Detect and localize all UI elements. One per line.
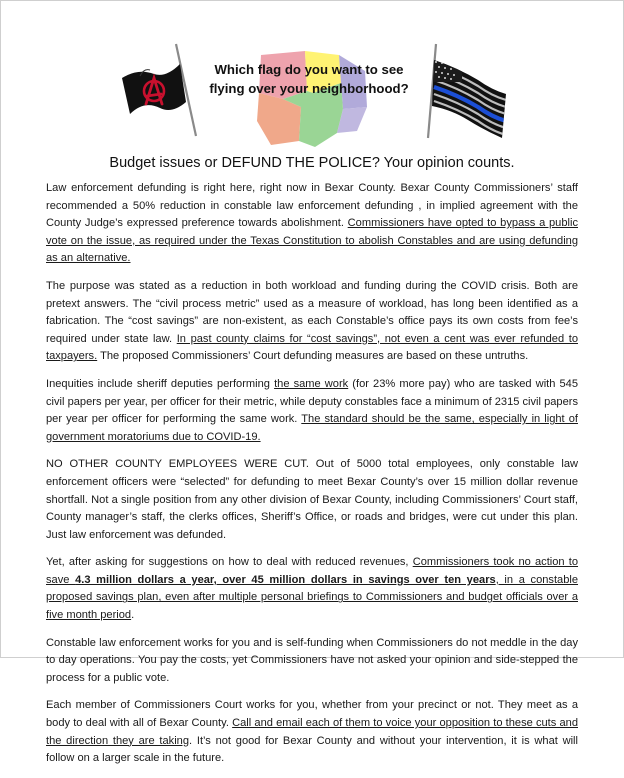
- underlined-text: The standard should be the same, especially in light of government moratoriums due to COVID-19.: [46, 413, 578, 443]
- paragraph-text: NO OTHER COUNTY EMPLOYEES WERE CUT. Out of 5000 total employees, only constable law enforcement officers were “selected” for defunding to meet Bexar County’s over 15 million dollar revenue shortfall. Not a single position from any other division of Bexar County, including Commissioners’ Court staff, County manager’s staff, the clerks offices, Sheriff’s Office, or roads and bridges, were cut under this plan. Just law enforcement was defunded.: [46, 458, 578, 541]
- underlined-text: , in a constable proposed savings plan, even after multiple personal briefings to Commissioners and budget officials over a five month period: [46, 573, 579, 622]
- thin-blue-line-flag-icon: [414, 40, 510, 144]
- bold-underlined-text: 4.3 million dollars a year, over 45 million dollars in savings over ten years: [75, 573, 496, 586]
- underlined-text: Call and email each of them to voice your opposition to these cuts and the direction they are taking: [46, 717, 578, 747]
- paragraph-text: The proposed Commissioners’ Court defunding measures are based on these untruths.: [97, 350, 529, 363]
- paragraph-6: [46, 635, 578, 688]
- underlined-text: Commissioners took no action to save: [46, 556, 579, 586]
- underlined-text: Commissioners have opted to bypass a public vote on the issue, as required under the Texas Constitution to abolish Constables and are using defunding as an alternative.: [46, 217, 578, 265]
- subtitle: Budget issues or DEFUND THE POLICE? Your opinion counts.: [109, 155, 515, 171]
- paragraph-text: Each member of Commissioners Court works for you, whether from your precinct or not. They meet as a body to deal with all of Bexar County.: [46, 699, 578, 730]
- paragraph-text: Law enforcement defunding is right here, right now in Bexar County. Bexar County Commissioners’ staff recommended a 50% reduction in constable law enforcement defunding , in implied agreement with the County Judge’s expressed preference towards abolishment.: [46, 182, 578, 230]
- paragraph-4: [46, 456, 578, 544]
- flyer-header: [0, 0, 624, 148]
- paragraph-3: [46, 376, 578, 446]
- paragraph-text: .: [131, 609, 135, 622]
- paragraph-text: The purpose was stated as a reduction in both workload and funding during the COVID crisis. Both are pretext answers. The “civil process metric” used as a measure of workload, has long been identified as a fabrication. The “cost savings” are non-existent, as each Constable’s office pays its own costs from fee’s required under state law.: [46, 279, 578, 345]
- paragraph-text: Constable law enforcement works for you and is self-funding when Commissioners do not meddle in the day to day operations. You pay the costs, yet Commissioners have not asked your opinion and side-stepped the process for a public vote.: [46, 636, 578, 684]
- headline-line-2: flying over your neighborhood?: [209, 81, 409, 96]
- headline: [194, 60, 424, 98]
- paragraph-2: [46, 278, 578, 366]
- underlined-text: In past county claims for “cost savings”, not even a cent was ever refunded to taxpayers.: [46, 332, 578, 363]
- body-text: [46, 180, 578, 778]
- headline-line-1: Which flag do you want to see: [214, 62, 404, 77]
- paragraph-7: [46, 697, 578, 767]
- paragraph-1: [46, 180, 578, 268]
- paragraph-5: [46, 554, 578, 624]
- paragraph-text: Inequities include sheriff deputies performing: [46, 377, 275, 390]
- paragraph-text: Yet, after asking for suggestions on how to deal with reduced revenues,: [46, 556, 413, 569]
- paragraph-text: (for 23% more pay) who are tasked with 545 civil papers per year, per officer for their metric, while deputy constables face a minimum of 2315 civil papers per year per officer for performing the same work.: [46, 377, 579, 426]
- underlined-text: the same work: [274, 377, 349, 390]
- paragraph-text: . It’s not good for Bexar County and without your intervention, it is what will follow on a larger scale in the future.: [46, 734, 578, 765]
